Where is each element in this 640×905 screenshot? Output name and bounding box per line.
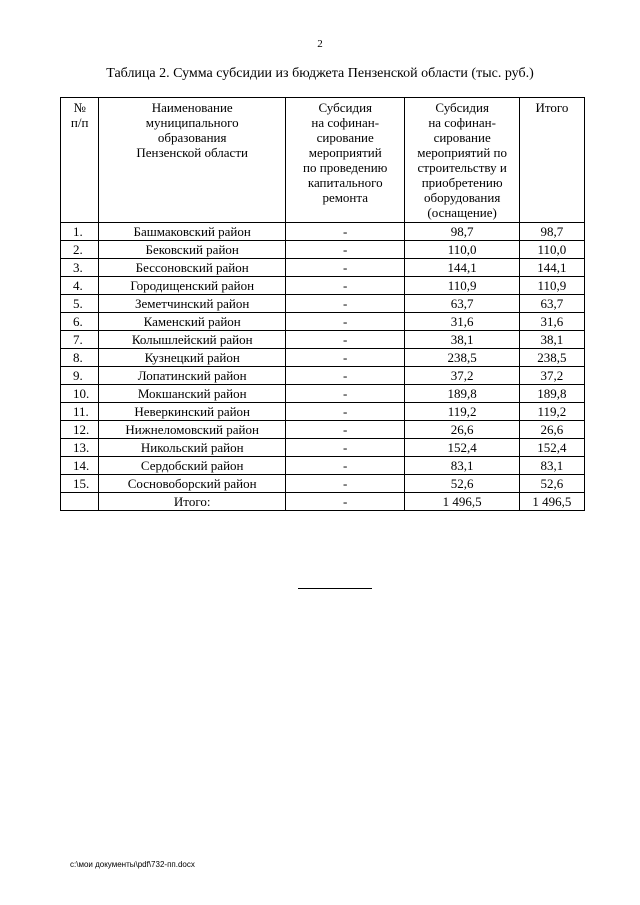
district-name: Земетчинский район	[99, 295, 286, 313]
subsidy-repair-value: -	[286, 349, 405, 367]
district-name: Бессоновский район	[99, 259, 286, 277]
header-sub2-line: мероприятий по	[417, 145, 507, 160]
subsidy-construction-value: 37,2	[405, 367, 519, 385]
subsidy-construction-value: 189,8	[405, 385, 519, 403]
subsidy-construction-value: 119,2	[405, 403, 519, 421]
subsidy-construction-value: 110,0	[405, 241, 519, 259]
district-name: Никольский район	[99, 439, 286, 457]
header-sub1-line: на софинан-	[311, 115, 380, 130]
row-number: 15.	[61, 475, 99, 493]
header-subsidy-repair	[286, 98, 405, 223]
total-value: 144,1	[519, 259, 584, 277]
totals-empty-cell	[61, 493, 99, 511]
header-name-line: муниципального	[145, 115, 239, 130]
total-value: 110,0	[519, 241, 584, 259]
total-value: 98,7	[519, 223, 584, 241]
district-name: Колышлейский район	[99, 331, 286, 349]
subsidy-repair-value: -	[286, 385, 405, 403]
total-value: 37,2	[519, 367, 584, 385]
header-sub1-line: капитального	[307, 175, 383, 190]
row-number: 7.	[61, 331, 99, 349]
subsidy-table	[60, 97, 585, 511]
subsidy-construction-value: 238,5	[405, 349, 519, 367]
table-row	[61, 439, 585, 457]
row-number: 9.	[61, 367, 99, 385]
row-number: 2.	[61, 241, 99, 259]
totals-total: 1 496,5	[519, 493, 584, 511]
district-name: Городищенский район	[99, 277, 286, 295]
header-sub1-line: мероприятий	[308, 145, 382, 160]
subsidy-construction-value: 26,6	[405, 421, 519, 439]
district-name: Каменский район	[99, 313, 286, 331]
district-name: Лопатинский район	[99, 367, 286, 385]
totals-subsidy-repair: -	[286, 493, 405, 511]
closing-divider	[298, 588, 372, 589]
district-name: Кузнецкий район	[99, 349, 286, 367]
table-row	[61, 259, 585, 277]
subsidy-construction-value: 98,7	[405, 223, 519, 241]
subsidy-repair-value: -	[286, 403, 405, 421]
table-row	[61, 349, 585, 367]
header-name	[99, 98, 286, 223]
row-number: 14.	[61, 457, 99, 475]
subsidy-construction-value: 31,6	[405, 313, 519, 331]
page-number: 2	[317, 38, 323, 50]
district-name: Неверкинский район	[99, 403, 286, 421]
row-number: 10.	[61, 385, 99, 403]
totals-label: Итого:	[99, 493, 286, 511]
row-number: 13.	[61, 439, 99, 457]
header-sub1-line: Субсидия	[318, 100, 373, 115]
header-sub2-line: строительству и	[417, 160, 507, 175]
totals-row	[61, 493, 585, 511]
total-value: 152,4	[519, 439, 584, 457]
subsidy-repair-value: -	[286, 421, 405, 439]
header-name-line: Наименование	[151, 100, 233, 115]
total-value: 119,2	[519, 403, 584, 421]
subsidy-repair-value: -	[286, 313, 405, 331]
subsidy-construction-value: 38,1	[405, 331, 519, 349]
table-row	[61, 367, 585, 385]
row-number: 11.	[61, 403, 99, 421]
table-row	[61, 385, 585, 403]
total-value: 26,6	[519, 421, 584, 439]
table-row	[61, 241, 585, 259]
row-number: 6.	[61, 313, 99, 331]
table-row	[61, 295, 585, 313]
subsidy-construction-value: 144,1	[405, 259, 519, 277]
district-name: Сосновоборский район	[99, 475, 286, 493]
row-number: 1.	[61, 223, 99, 241]
table-row	[61, 421, 585, 439]
total-value: 110,9	[519, 277, 584, 295]
total-value: 52,6	[519, 475, 584, 493]
district-name: Башмаковский район	[99, 223, 286, 241]
row-number: 5.	[61, 295, 99, 313]
total-value: 189,8	[519, 385, 584, 403]
header-sub2-line: сирование	[433, 130, 491, 145]
row-number: 12.	[61, 421, 99, 439]
table-row	[61, 313, 585, 331]
table-row	[61, 331, 585, 349]
district-name: Сердобский район	[99, 457, 286, 475]
header-sub2-line: оборудования	[423, 190, 501, 205]
table-title: Таблица 2. Сумма субсидии из бюджета Пензенской области (тыс. руб.)	[106, 66, 534, 81]
table-row	[61, 403, 585, 421]
header-num-line: п/п	[70, 115, 89, 130]
subsidy-repair-value: -	[286, 331, 405, 349]
subsidy-repair-value: -	[286, 475, 405, 493]
subsidy-repair-value: -	[286, 295, 405, 313]
total-value: 238,5	[519, 349, 584, 367]
header-sub1-line: сирование	[316, 130, 374, 145]
row-number: 8.	[61, 349, 99, 367]
subsidy-repair-value: -	[286, 223, 405, 241]
subsidy-construction-value: 110,9	[405, 277, 519, 295]
district-name: Бековский район	[99, 241, 286, 259]
subsidy-repair-value: -	[286, 439, 405, 457]
header-sub2-line: Субсидия	[435, 100, 489, 115]
total-value: 38,1	[519, 331, 584, 349]
header-num	[61, 98, 99, 223]
subsidy-repair-value: -	[286, 259, 405, 277]
subsidy-construction-value: 63,7	[405, 295, 519, 313]
header-sub2-line: приобретению	[421, 175, 503, 190]
header-total	[519, 98, 584, 223]
subsidy-repair-value: -	[286, 367, 405, 385]
header-num-line: №	[73, 100, 86, 115]
subsidy-construction-value: 83,1	[405, 457, 519, 475]
table-row	[61, 457, 585, 475]
subsidy-construction-value: 52,6	[405, 475, 519, 493]
footer-file-path: c:\мои документы\pdf\732-пп.docx	[70, 860, 195, 869]
total-value: 63,7	[519, 295, 584, 313]
table-row	[61, 277, 585, 295]
district-name: Мокшанский район	[99, 385, 286, 403]
header-sub1-line: ремонта	[322, 190, 369, 205]
subsidy-construction-value: 152,4	[405, 439, 519, 457]
subsidy-repair-value: -	[286, 277, 405, 295]
table-row	[61, 475, 585, 493]
row-number: 4.	[61, 277, 99, 295]
header-sub2-line: (оснащение)	[427, 205, 497, 220]
header-sub2-line: на софинан-	[428, 115, 496, 130]
totals-subsidy-construction: 1 496,5	[405, 493, 519, 511]
header-total-line: Итого	[535, 100, 569, 115]
row-number: 3.	[61, 259, 99, 277]
subsidy-repair-value: -	[286, 457, 405, 475]
total-value: 31,6	[519, 313, 584, 331]
header-name-line: образования	[157, 130, 227, 145]
district-name: Нижнеломовский район	[99, 421, 286, 439]
subsidy-repair-value: -	[286, 241, 405, 259]
table-header-row	[61, 98, 585, 223]
header-subsidy-construction	[405, 98, 519, 223]
header-name-line: Пензенской области	[136, 145, 248, 160]
table-row	[61, 223, 585, 241]
total-value: 83,1	[519, 457, 584, 475]
header-sub1-line: по проведению	[303, 160, 388, 175]
